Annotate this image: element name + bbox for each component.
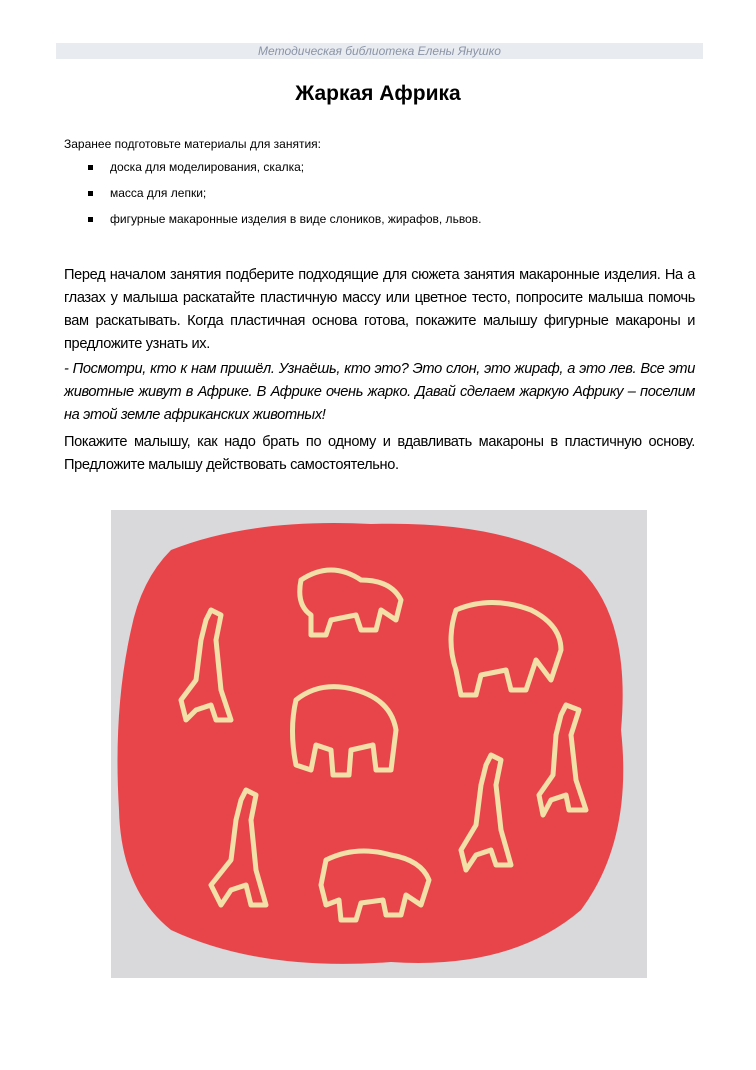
materials-list [86,154,481,232]
bullet-icon [88,191,93,196]
list-item [86,154,481,180]
list-item [86,206,481,232]
list-item-text: масса для лепки; [110,186,207,200]
bullet-icon [88,217,93,222]
paragraph-instructions: Перед началом занятия подберите подходящие для сюжета занятия макаронные изделия. На а глазах у малыша раскатайте пластичную массу или цветное тесто, попросите малыша помочь вам раскатывать. Когда пластичная основа готова, покажите малышу фигурные макароны и предложите узнать их. [64,267,695,352]
page-header: Методическая библиотека Елены Янушко [56,43,703,59]
list-item-text: доска для моделирования, скалка; [110,160,305,174]
bullet-icon [88,165,93,170]
list-item [86,180,481,206]
pasta-animals-photo [111,510,647,978]
page-title: Жаркая Африка [295,82,461,105]
list-item-text: фигурные макаронные изделия в виде слоников, жирафов, львов. [110,212,482,226]
paragraph-task: Покажите малышу, как надо брать по одному и вдавливать макароны в пластичную основу. Предложите малышу действовать самостоятельно. [64,434,695,473]
paragraph-dialogue: - Посмотри, кто к нам пришёл. Узнаёшь, кто это? Это слон, это жираф, а это лев. Все эти животные живут в Африке. В Африке очень жарко. Давай сделаем жаркую Африку – поселим на этой земле африканских животных! [64,361,695,423]
materials-intro: Заранее подготовьте материалы для занятия: [64,137,321,151]
